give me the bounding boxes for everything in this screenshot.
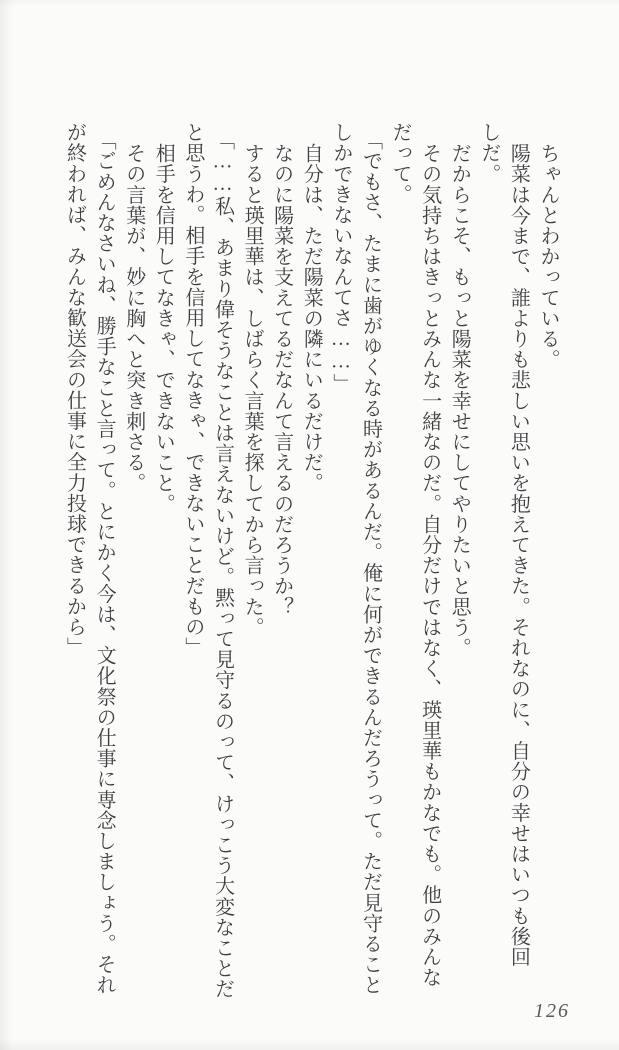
scan-shadow-left [0,0,14,1050]
text-block [59,122,562,1000]
text-column: なのに陽菜を支えてるだなんて言えるのだろうか？ [270,143,293,617]
scan-shadow-bottom [0,1040,619,1050]
text-column: だって。 [389,122,412,205]
text-column: 「でもさ、たまに歯がゆくなる時があるんだ。俺に何ができるんだろうって。ただ見守ること [359,130,382,996]
text-column: 自分は、ただ陽菜の隣にいるだけだ。 [300,143,323,494]
text-column: しだ。 [477,122,500,184]
text-column: すると瑛里華は、しばらく言葉を探してから言った。 [241,143,264,638]
text-column: その言葉が、妙に胸へと突き刺さる。 [122,143,145,494]
text-column: 相手を信用してなきゃ、できないこと。 [152,143,175,514]
text-column: 「……私、あまり偉そうなことは言えないけど。黙って見守るのって、けっこう大変なことだ [211,130,234,1000]
text-column: 「ごめんなさいね、勝手なこと言って。とにかく今は、文化祭の仕事に専念しましょう。それ [93,130,116,996]
text-column: しかできないなんてさ……」 [329,122,352,394]
page-number: 126 [534,1000,570,1022]
text-column: 陽菜は今まで、誰よりも悲しい思いを抱えてきた。それなのに、自分の幸せはいつも後回 [507,143,530,967]
scan-shadow-top [0,0,619,6]
text-column: と思うわ。相手を信用してなきゃ、できないことだもの」 [181,122,204,658]
text-column: ちゃんとわかっている。 [537,143,559,370]
text-column: が終われば、みんな歓送会の仕事に全力投球できるから」 [63,122,86,658]
text-column: だからこそ、もっと陽菜を幸せにしてやりたいと思う。 [448,143,471,658]
text-column: その気持ちはきっとみんな一緒なのだ。自分だけではなく、瑛里華もかなでも。他のみんな [418,143,441,988]
